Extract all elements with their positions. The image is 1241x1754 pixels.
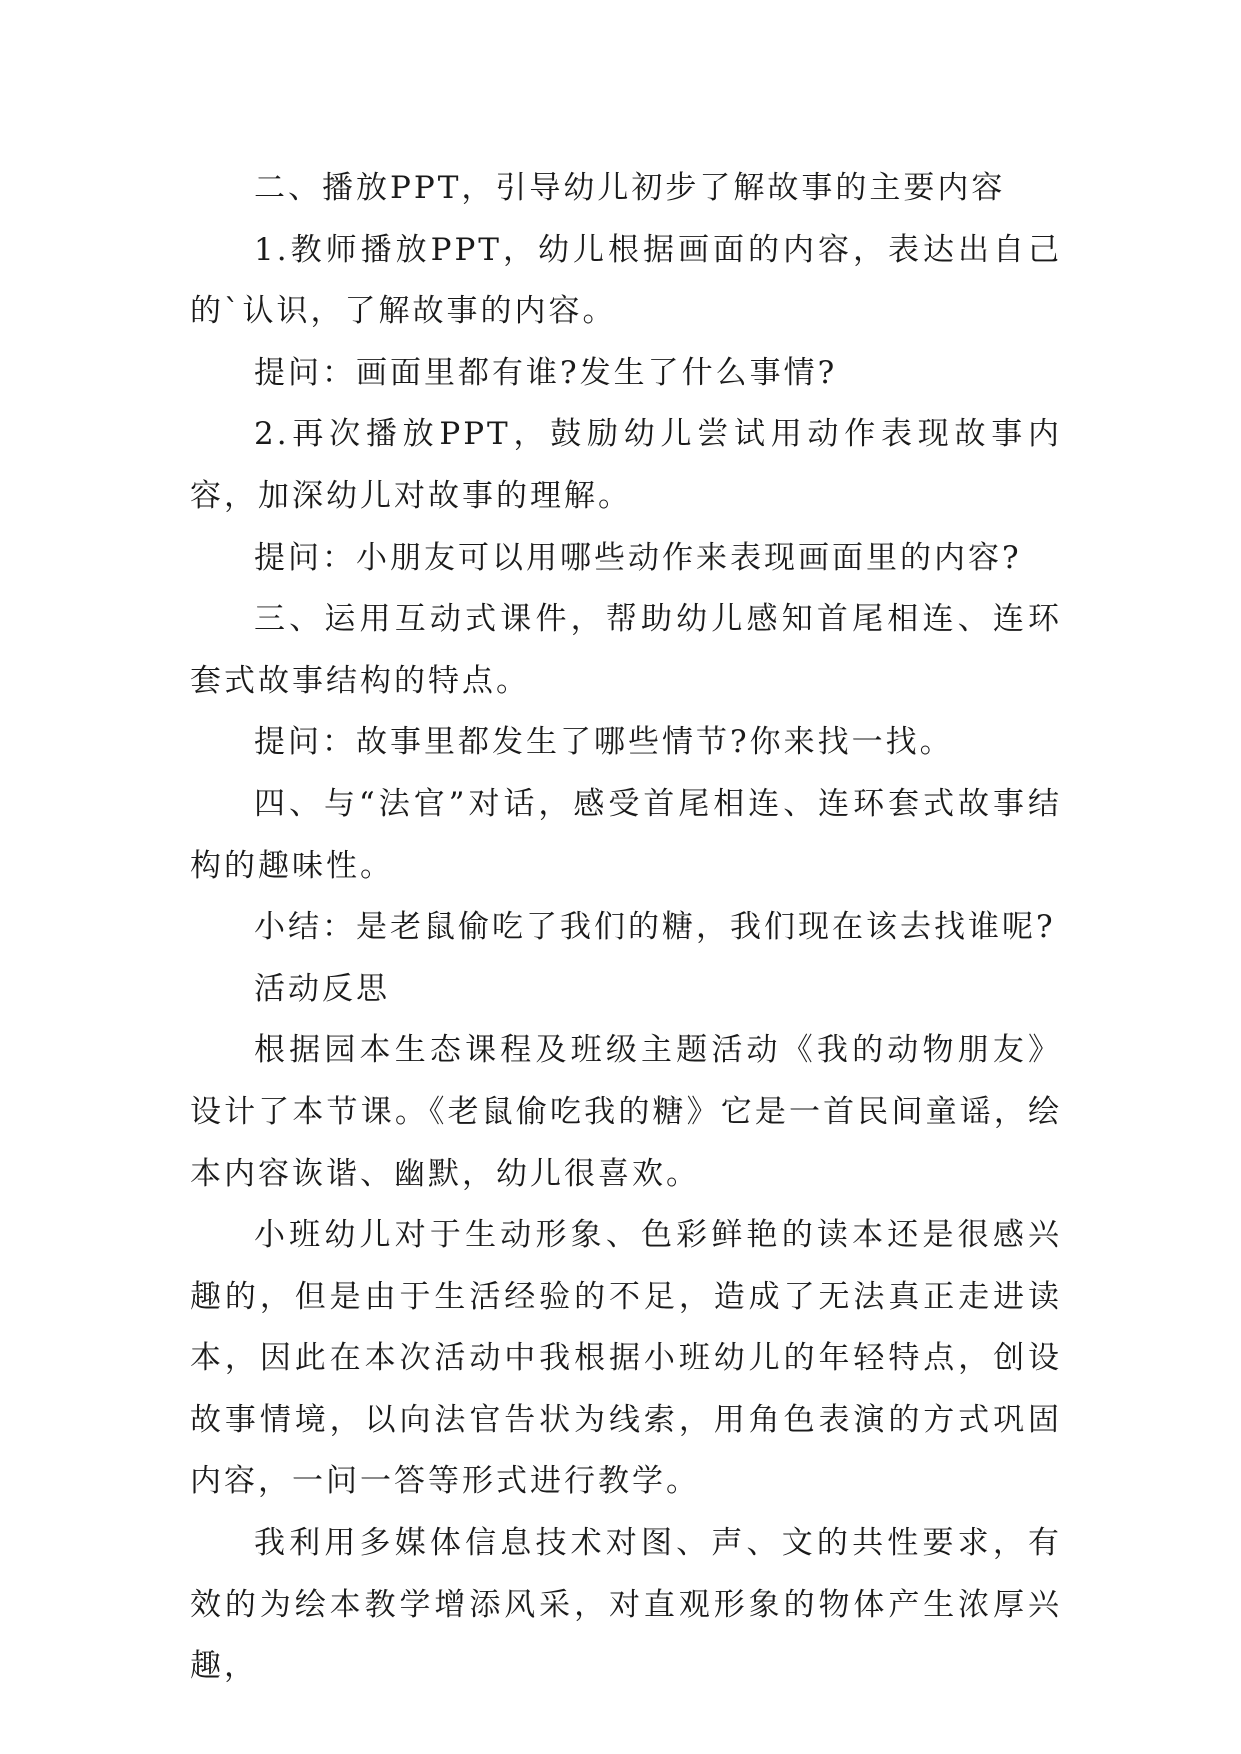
section-heading-4: 四、与“法官”对话，感受首尾相连、连环套式故事结构的趣味性。	[190, 785, 1062, 884]
reflection-heading: 活动反思	[254, 970, 390, 1007]
section-heading-3: 三、运用互动式课件，帮助幼儿感知首尾相连、连环套式故事结构的特点。	[190, 601, 1062, 699]
summary-paragraph: 小结：是老鼠偷吃了我们的糖，我们现在该去找谁呢?	[254, 909, 1056, 946]
section-heading-2: 二、播放PPT，引导幼儿初步了解故事的主要内容	[254, 170, 1006, 206]
question-paragraph: 提问：故事里都发生了哪些情节?你来找一找。	[254, 724, 954, 761]
question-paragraph: 提问：小朋友可以用哪些动作来表现画面里的内容?	[254, 539, 1022, 576]
question-paragraph: 提问：画面里都有谁?发生了什么事情?	[254, 354, 838, 391]
reflection-paragraph: 根据园本生态课程及班级主题活动《我的动物朋友》设计了本节课。《老鼠偷吃我的糖》它是一首民间童谣，绘本内容诙谐、幽默，幼儿很喜欢。	[190, 1032, 1062, 1192]
reflection-paragraph: 我利用多媒体信息技术对图、声、文的共性要求，有效的为绘本教学增添风采，对直观形象的物体产生浓厚兴趣，	[190, 1525, 1062, 1685]
reflection-paragraph: 小班幼儿对于生动形象、色彩鲜艳的读本还是很感兴趣的，但是由于生活经验的不足，造成了无法真正走进读本，因此在本次活动中我根据小班幼儿的年轻特点，创设故事情境，以向法官告状为线索，用角色表演的方式巩固内容，一问一答等形式进行教学。	[190, 1217, 1062, 1500]
step-paragraph: 1.教师播放PPT，幼儿根据画面的内容，表达出自己的`认识，了解故事的内容。	[190, 231, 1062, 330]
step-paragraph: 2.再次播放PPT，鼓励幼儿尝试用动作表现故事内容，加深幼儿对故事的理解。	[190, 416, 1062, 514]
document-body	[190, 158, 1062, 1698]
